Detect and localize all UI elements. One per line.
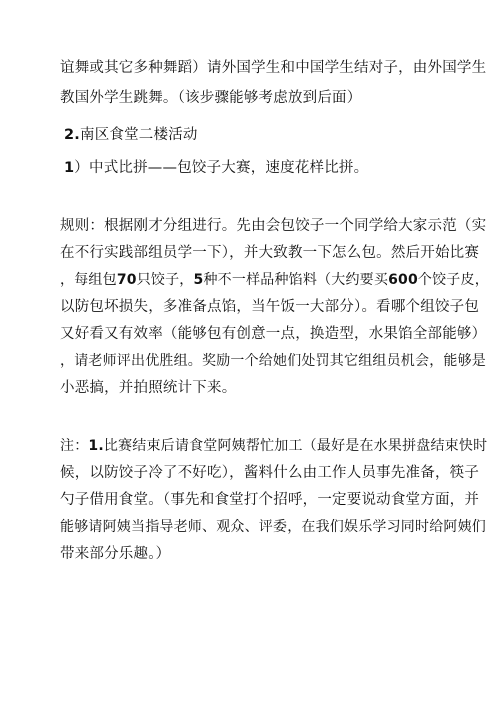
- intro-line-2: 教国外学生跳舞。（该步骤能够考虑放到后面）: [60, 90, 362, 106]
- dumpling-count: 70: [116, 272, 137, 288]
- item-number: 1: [64, 160, 75, 176]
- note-number: 1.: [88, 438, 104, 454]
- rules-line-6: ，请老师评出优胜组。奖励一个给她们处罚其它组组员机会，能够是: [60, 353, 486, 369]
- wrapper-count: 600: [388, 272, 418, 288]
- filling-count: 5: [193, 272, 204, 288]
- rules-line-3-part-a: ，每组包: [60, 272, 117, 288]
- note-line-4: 能够请阿姨当指导老师、观众、评委，在我们娱乐学习同时给阿姨们: [60, 519, 486, 535]
- section-number: 2.: [64, 127, 80, 143]
- rules-line-5: 又好看又有效率（能够包有创意一点，换造型，水果馅全部能够）: [60, 326, 487, 342]
- note-line-5: 带来部分乐趣。）: [60, 546, 171, 562]
- rules-line-3-part-e: 种不一样品种馅料（大约要买: [203, 272, 389, 288]
- rules-line-3-part-c: 只饺子，: [136, 272, 194, 288]
- note-line-2: 候，以防饺子冷了不好吃），酱料什么由工作人员事先准备，筷子: [60, 465, 480, 481]
- intro-line-1: 谊舞或其它多种舞蹈）请外国学生和中国学生结对子，由外国学生: [60, 60, 487, 76]
- rules-line-4: 以防包坏损失，多准备点馅，当午饭一大部分）。看哪个组饺子包: [60, 299, 480, 315]
- note-line-1: [60, 436, 487, 456]
- rules-line-3-part-g: 个饺子皮，: [417, 272, 489, 288]
- section-heading: [64, 125, 198, 145]
- item-line: [64, 158, 368, 178]
- note-line-1-text: 比赛结束后请食堂阿姨帮忙加工（最好是在水果拼盘结束快时: [103, 438, 488, 454]
- item-text: ）中式比拼——包饺子大赛，速度花样比拼。: [74, 160, 369, 176]
- rules-line-1: 规则：根据刚才分组进行。先由会包饺子一个同学给大家示范（实: [60, 218, 487, 234]
- rules-line-7: 小恶搞，并拍照统计下来。: [60, 380, 237, 396]
- section-title: 南区食堂二楼活动: [80, 127, 198, 143]
- rules-line-2: 在不行实践部组员学一下），并大致教一下怎么包。然后开始比赛: [60, 245, 480, 261]
- rules-line-3: [60, 270, 489, 290]
- note-line-3: 勺子借用食堂。（事先和食堂打个招呼，一定要说动食堂方面，并: [60, 492, 480, 508]
- note-label: 注：: [60, 438, 89, 454]
